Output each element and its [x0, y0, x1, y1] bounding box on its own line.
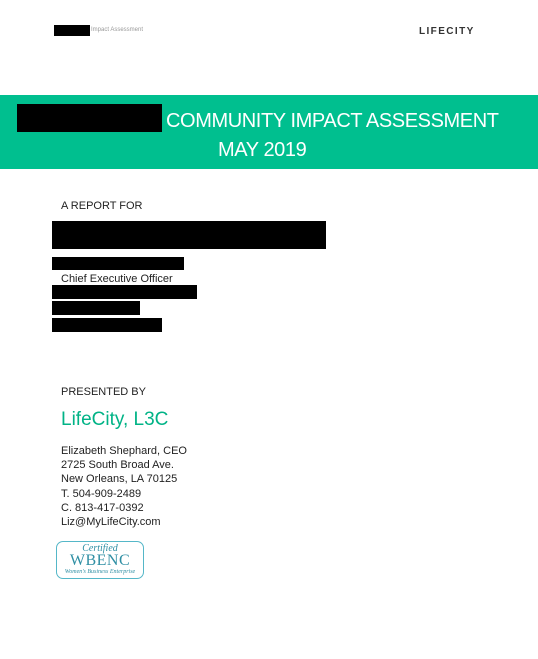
- address-line: Elizabeth Shephard, CEO: [61, 445, 187, 457]
- redacted-recipient-name: [52, 221, 326, 249]
- recipient-role: Chief Executive Officer: [61, 273, 173, 285]
- lifecity-logo: LIFECITY: [419, 26, 475, 37]
- header-small-text: Impact Assessment: [91, 27, 144, 33]
- cell-line: C. 813-417-0392: [61, 502, 144, 514]
- email-line: Liz@MyLifeCity.com: [61, 516, 161, 528]
- banner-date: MAY 2019: [218, 139, 307, 161]
- report-for-label: A REPORT FOR: [61, 200, 143, 212]
- presented-by-label: PRESENTED BY: [61, 386, 146, 398]
- phone-line: T. 504-909-2489: [61, 488, 142, 500]
- presenter-company: LifeCity, L3C: [61, 409, 169, 430]
- badge-certified-text: Certified: [82, 543, 118, 554]
- redacted-header-block: [54, 25, 90, 36]
- banner-title: COMMUNITY IMPACT ASSESSMENT: [166, 110, 499, 132]
- redacted-recipient-line-3: [52, 318, 162, 332]
- address-line: New Orleans, LA 70125: [61, 473, 178, 485]
- badge-subtitle: Women's Business Enterprise: [64, 569, 136, 575]
- redacted-recipient-line-2: [52, 301, 140, 315]
- redacted-recipient-person: [52, 257, 184, 270]
- wbenc-certified-badge: [56, 541, 144, 579]
- badge-name: WBENC: [69, 552, 131, 569]
- address-line: 2725 South Broad Ave.: [61, 459, 174, 471]
- redacted-recipient-line-1: [52, 285, 197, 299]
- redacted-banner-block: [17, 104, 162, 132]
